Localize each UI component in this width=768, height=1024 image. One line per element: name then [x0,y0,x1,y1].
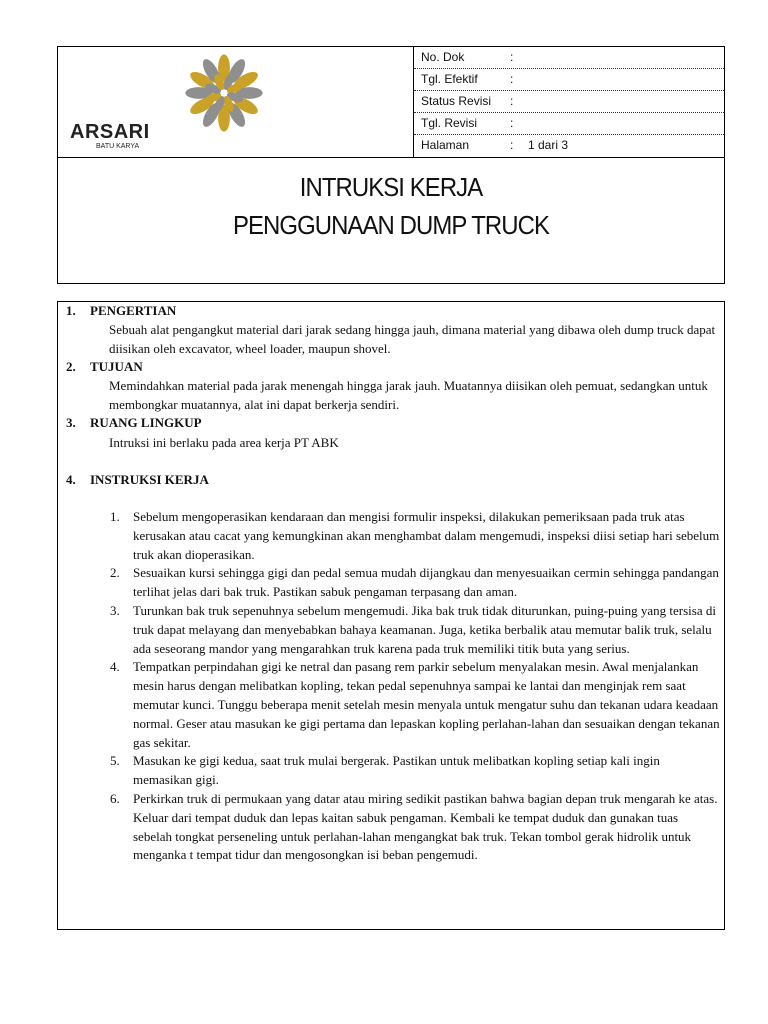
instruction-steps [110,508,720,865]
meta-row-tgl-efektif [414,69,724,91]
meta-row-no-dok [414,47,724,69]
document-subtitle: PENGGUNAAN DUMP TRUCK [232,210,550,240]
step-number: 2. [110,565,120,581]
meta-row-halaman [414,135,724,157]
list-item [110,602,720,658]
section-number: 4. [66,472,76,487]
meta-label: Halaman [421,138,470,152]
meta-colon: : [510,116,514,130]
section-number: 1. [66,303,76,318]
title-area [58,157,724,284]
section-number: 3. [66,415,76,430]
meta-label: No. Dok [421,50,465,64]
step-text: Perkirkan truk di permukaan yang datar atau miring sedikit pastikan bahwa bagian depan truk mengarah ke atas. Keluar dari tempat duduk dan lepas kaitan sabuk pengaman. Kembali ke tempat duduk dan gunakan tuas sebelah tongkat perseneling untuk perlahan-lahan mengangkat bak truk. Tekan tombol gerak hidrolik untuk menganka t tempat tidur dan mengosongkan isi beban pengemudi. [133,790,718,863]
section-heading-tujuan [66,359,143,375]
section-title: INSTRUKSI KERJA [90,472,209,487]
meta-colon: : [510,138,514,152]
section-heading-instruksi-kerja [66,472,209,488]
meta-colon: : [510,94,514,108]
meta-row-tgl-revisi [414,113,724,135]
section-title: TUJUAN [90,359,143,374]
step-number: 1. [110,509,120,524]
list-item [110,564,720,602]
logo-subtitle: BATU KARYA [96,143,140,150]
meta-row-status-revisi [414,91,724,113]
section-heading-ruang-lingkup [66,415,202,431]
meta-colon: : [510,72,514,86]
step-number: 3. [110,602,120,618]
step-text: Turunkan bak truk sepenuhnya sebelum mengemudi. Jika bak truk tidak diturunkan, puing-puing yang tersisa di truk dapat melayang dan menyebabkan bahaya keamanan. Juga, ketika berbalik atau memutar balik truk, selalu ada seseorang mandor yang mengarahkan truk karena pada truk memiliki titik buta yang serius. [133,602,716,656]
step-text: Sebelum mengoperasikan kendaraan dan mengisi formulir inspeksi, dilakukan pemeriksaan pada truk atas kerusakan atau cacat yang kemungkinan akan menghambat dalam mengemudi, inspeksi diisi setiap hari sebelum truk akan dioperasikan. [133,509,720,562]
meta-colon: : [510,50,514,64]
document-meta-table [414,47,724,157]
step-text: Sesuaikan kursi sehingga gigi dan pedal semua mudah dijangkau dan menyesuaikan cermin sehingga pandangan terlihat jelas dari bak truk. Pastikan sabuk pengaman terpasang dan aman. [133,565,719,600]
step-number: 5. [110,753,120,769]
step-number: 6. [110,790,120,806]
section-text-ruang-lingkup: Intruksi ini berlaku pada area kerja PT ABK [109,435,339,450]
list-item [110,790,720,865]
step-text: Tempatkan perpindahan gigi ke netral dan pasang rem parkir sebelum menyalakan mesin. Awal menjalankan mesin harus dengan melibatkan kopling, tekan pedal sepenuhnya sampai ke lantai dan menginjak rem saat memutar kunci. Tunggu beberapa menit setelah mesin menyala untuk mengatur suhu dan tekanan udara keadaan normal. Geser atau masukan ke gigi pertama dan lepaskan kopling perlahan-lahan dan sesuaikan dengan tekanan gas sekitar. [133,659,720,750]
meta-label: Tgl. Efektif [421,72,478,86]
meta-value: 1 dari 3 [528,138,569,152]
flower-logo-icon [182,51,266,135]
logo-name: ARSARI [70,121,150,143]
step-number: 4. [110,659,120,675]
section-title: PENGERTIAN [90,303,177,318]
section-number: 2. [66,359,76,374]
section-text-tujuan: Memindahkan material pada jarak menengah hingga jarak jauh. Muatannya diisikan oleh pemuat, sedangkan untuk membongkar muatannya, alat ini dapat berkerja sendiri. [109,378,708,412]
list-item [110,658,720,752]
list-item [110,508,720,564]
step-text: Masukan ke gigi kedua, saat truk mulai bergerak. Pastikan untuk melibatkan kopling setiap kali ingin memasikan gigi. [133,753,660,788]
logo-cell [58,47,414,157]
document-title: INTRUKSI KERJA [299,172,483,202]
section-text-pengertian: Sebuah alat pengangkut material dari jarak sedang hingga jauh, dimana material yang dibawa oleh dump truck dapat diisikan oleh excavator, wheel loader, maupun shovel. [109,322,716,356]
list-item [110,752,720,790]
meta-label: Tgl. Revisi [421,116,478,130]
section-title: RUANG LINGKUP [90,415,202,430]
document-header [57,46,725,284]
document-body [57,301,725,930]
meta-label: Status Revisi [421,94,492,108]
section-heading-pengertian [66,303,176,319]
